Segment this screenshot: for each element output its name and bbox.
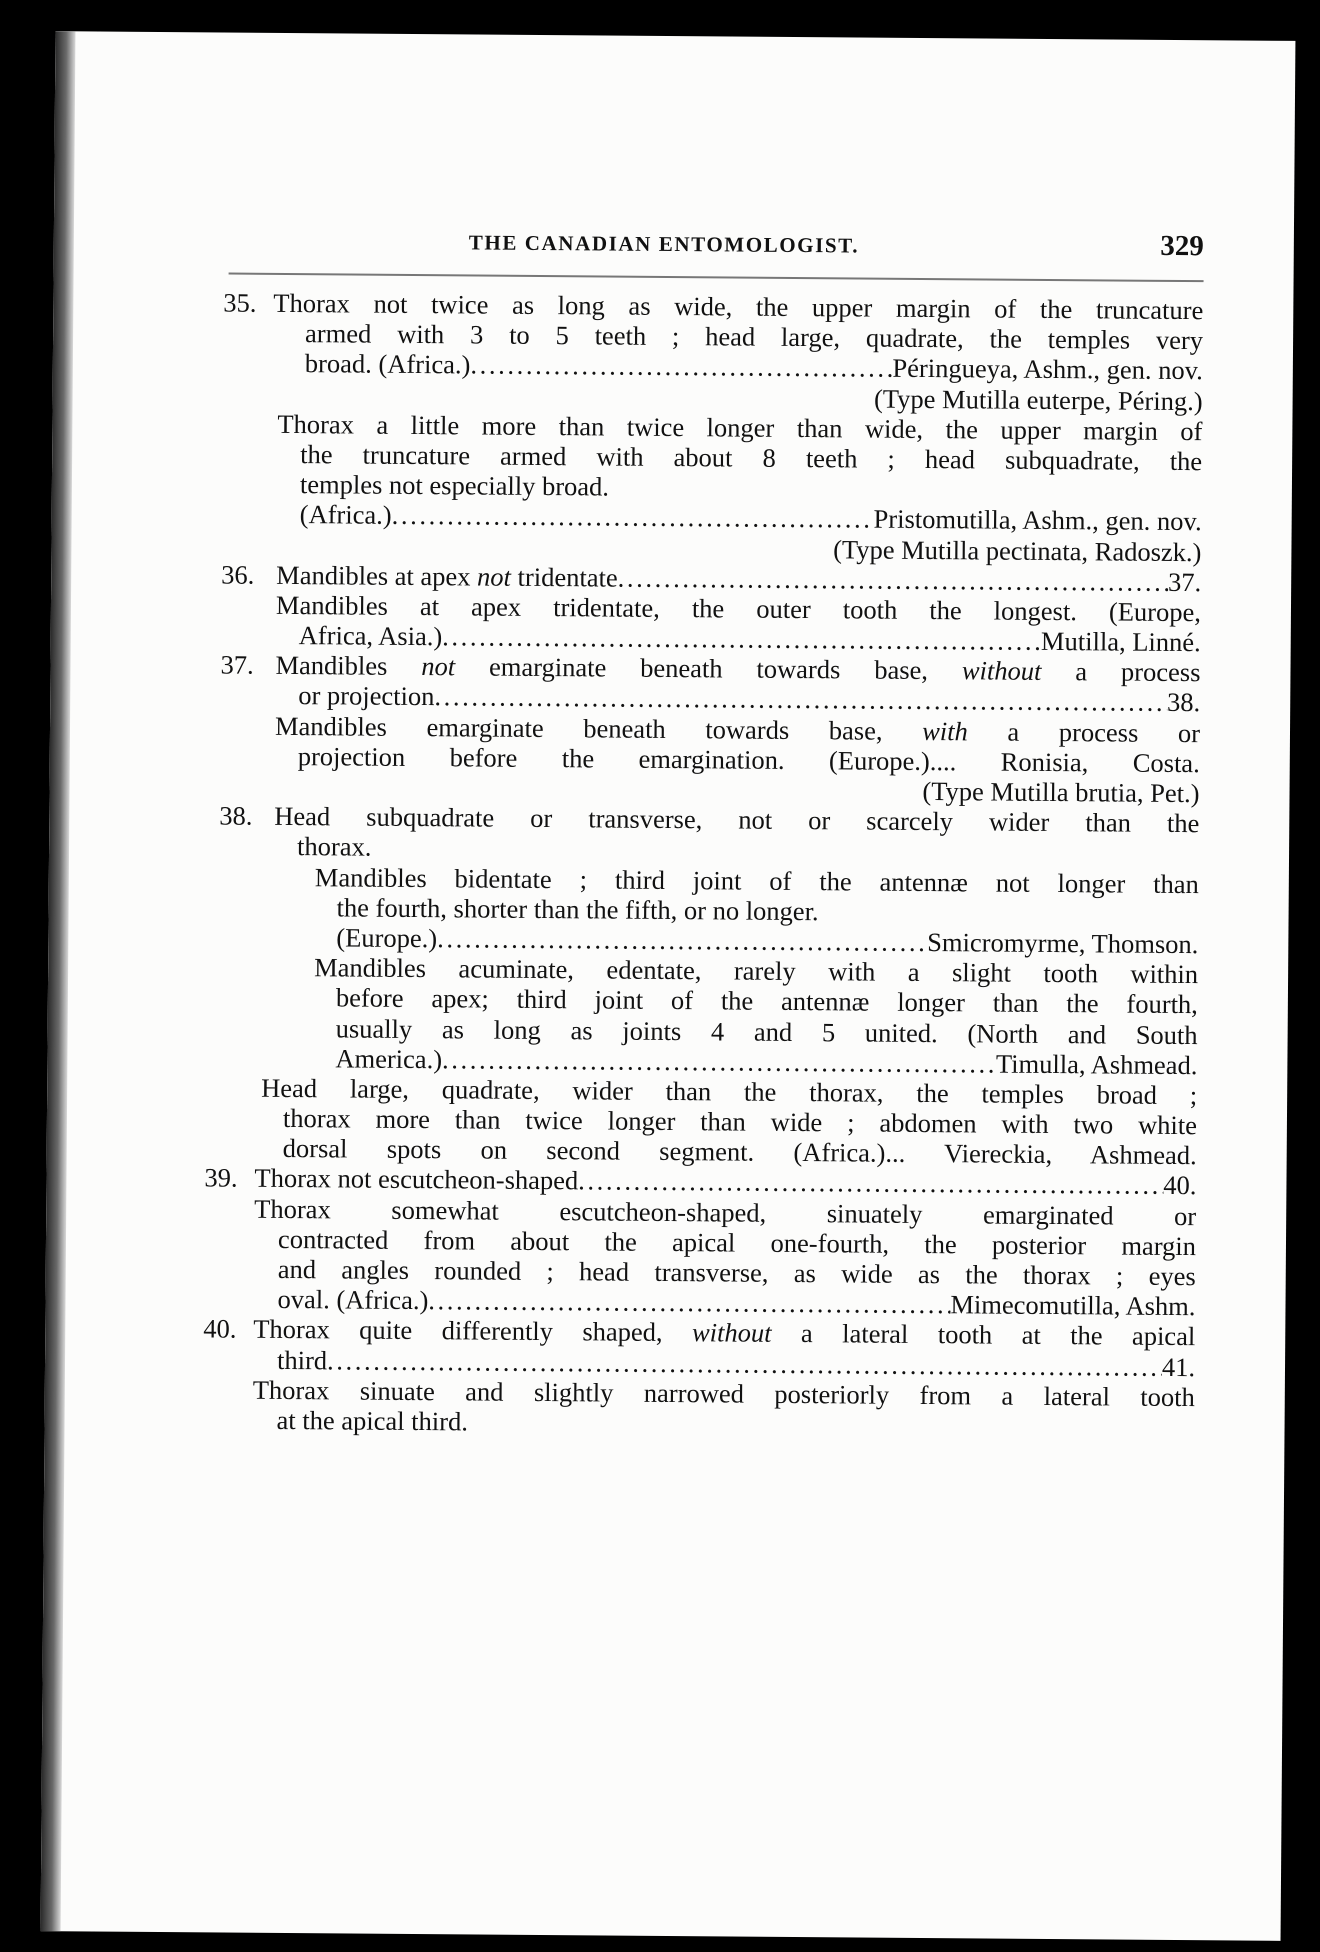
text-line: America.) . . . Timulla, Ashmead. (217, 1042, 1197, 1080)
key-text (203, 287, 1204, 1442)
couplet-number: 38. (219, 800, 253, 831)
text-line: before apex; third joint of the antennæ longer than the fourth, (335, 982, 1198, 1020)
dot-leader (428, 1285, 950, 1319)
page-number: 329 (1160, 229, 1204, 263)
couplet-number: 39. (204, 1162, 238, 1194)
text-line: oval. (Africa.) . . . Mimecomutilla, Ashm. (215, 1284, 1195, 1322)
text-line: usually as long as joints 4 and 5 united. (North and South (335, 1012, 1198, 1050)
text-line: the fourth, shorter than the fifth, or no longer. (336, 892, 819, 926)
text-line: (Africa.) . . . Pristomutilla, Ashm., gen. nov. (222, 499, 1202, 537)
dot-leader (442, 1044, 996, 1079)
text-line: 39. Thorax not escutcheon-shaped . . . 40. (216, 1163, 1196, 1201)
text-line: Thorax a little more than twice longer than wide, the upper margin of (277, 408, 1203, 446)
text-line: dorsal spots on second segment. (Africa.)... Viereckia, Ashmead. (282, 1133, 1197, 1171)
text-line: Mandibles bidentate ; third joint of the antennæ not longer than (314, 861, 1199, 899)
text-line: 36. Mandibles at apex not tridentate . . . 37. (221, 559, 1201, 597)
text-line: temples not especially broad. (299, 469, 610, 502)
book-binding-edge (41, 31, 76, 1931)
text-line: broad. (Africa.) . . . Péringueya, Ashm., gen. nov. (223, 348, 1203, 386)
text-line: thorax. (296, 831, 372, 863)
text-line: (Type Mutilla euterpe, Péring.) (873, 383, 1203, 416)
text-line: contracted from about the apical one-fourth, the posterior margin (277, 1223, 1197, 1261)
text-line: projection before the emargination. (Europe.).... Ronisia, Costa. (297, 740, 1200, 778)
text-line: Mandibles emarginate beneath towards base, with a process or (274, 710, 1201, 748)
couplet-number: 37. (220, 649, 254, 680)
couplet-number: 35. (223, 287, 257, 318)
scanned-page (41, 31, 1296, 1941)
text-line: 35. Thorax not twice as long as wide, the upper margin of the truncature (223, 287, 1204, 326)
couplet-number: 36. (221, 559, 255, 590)
text-line: and angles rounded ; head transverse, as wide as the thorax ; eyes (277, 1253, 1196, 1292)
page-header (229, 229, 1204, 277)
text-line: (Type Mutilla brutia, Pet.) (922, 775, 1200, 809)
text-line: Africa, Asia.) . . . Mutilla, Linné. (221, 620, 1201, 658)
text-line: 40. Thorax quite differently shaped, without a lateral tooth at the apical (203, 1313, 1196, 1352)
text-line: (Type Mutilla pectinata, Radoszk.) (833, 533, 1202, 567)
text-line: thorax more than twice longer than wide ; abdomen with two white (282, 1103, 1198, 1141)
text-line: armed with 3 to 5 teeth ; head large, quadrate, the temples very (304, 318, 1204, 356)
text-line: third . . . 41. (215, 1344, 1195, 1382)
text-line: at the apical third. (276, 1404, 469, 1437)
text-line: (Europe.) . . . Smicromyrme, Thomson. (218, 921, 1198, 959)
dot-leader (437, 923, 927, 957)
dot-leader (470, 350, 892, 384)
text-line: Mandibles acuminate, edentate, rarely with a slight tooth within (314, 952, 1199, 990)
couplet-number: 40. (203, 1313, 237, 1344)
running-head: THE CANADIAN ENTOMOLOGIST. (468, 230, 860, 258)
dot-leader (618, 562, 1169, 597)
text-line: Thorax somewhat escutcheon-shaped, sinuately emarginated or (254, 1193, 1197, 1231)
text-line: 37. Mandibles not emarginate beneath towards base, without a process (220, 649, 1201, 688)
text-line: the truncature armed with about 8 teeth ; head subquadrate, the (300, 439, 1203, 477)
dot-leader (392, 500, 874, 534)
dot-leader (442, 621, 1041, 656)
text-line: Head large, quadrate, wider than the thorax, the temples broad ; (261, 1072, 1198, 1111)
dot-leader (578, 1166, 1163, 1201)
text-line: 38. Head subquadrate or transverse, not or scarcely wider than the (219, 800, 1200, 839)
text-line: Mandibles at apex tridentate, the outer tooth the longest. (Europe, (275, 589, 1202, 628)
text-line: Thorax sinuate and slightly narrowed posteriorly from a lateral tooth (252, 1374, 1195, 1412)
text-line: or projection . . . 38. (220, 680, 1200, 718)
